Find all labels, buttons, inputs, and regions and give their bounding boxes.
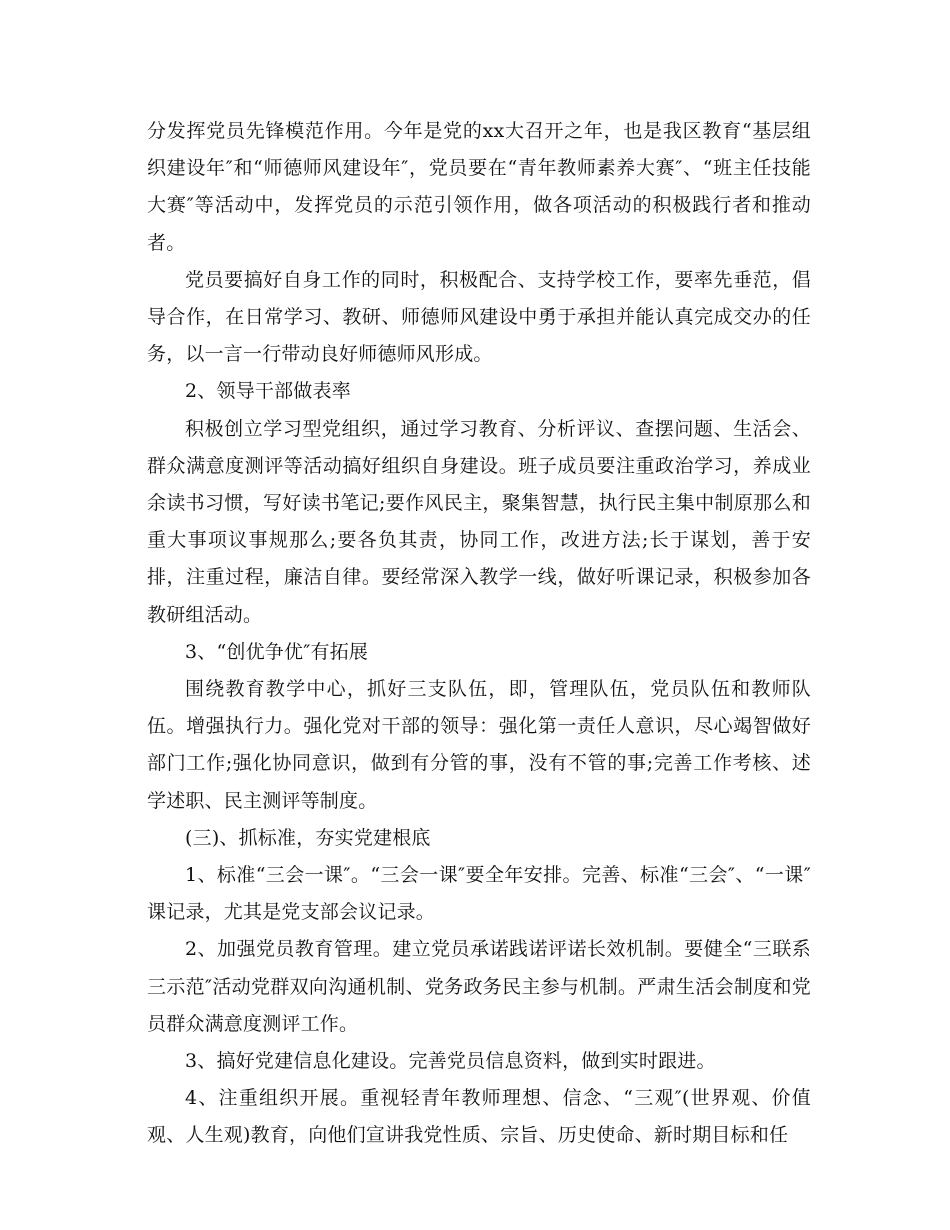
- section-heading-standards: (三)、抓标准，夯实党建根底: [185, 826, 431, 849]
- paragraph-learning-organization: 积极创立学习型党组织，通过学习教育、分析评议、查摆问题、生活会、群众满意度测评等活动搞好组织自身建设。班子成员要注重政治学习，养成业余读书习惯，写好读书笔记;要作风民主，聚集智慧，执行民主集中制原那么和重大事项议事规那么;要各负其责，协同工作，改进方法;长于谋划，善于安排，注重过程，廉洁自律。要经常深入教学一线，做好听课记录，积极参加各教研组活动。: [147, 417, 811, 626]
- paragraph-party-member-duties: 党员要搞好自身工作的同时，积极配合、支持学校工作，要率先垂范，倡导合作，在日常学习、教研、师德师风建设中勇于承担并能认真完成交办的任务，以一言一行带动良好师德师风形成。: [147, 268, 811, 366]
- section-heading-excellence: 3、“创优争优″有拓展: [185, 640, 369, 663]
- document-body: [147, 113, 811, 1155]
- list-item-organization-development: 4、注重组织开展。重视轻青年教师理想、信念、“三观″(世界观、价值观、人生观)教育，向他们宣讲我党性质、宗旨、历史使命、新时期目标和任: [147, 1087, 811, 1147]
- list-item-informatization: 3、搞好党建信息化建设。完善党员信息资料，做到实时跟进。: [185, 1050, 716, 1073]
- list-item-three-meetings: 1、标准“三会一课″。“三会一课″要全年安排。完善、标准“三会″、“一课″课记录，尤其是党支部会议记录。: [147, 864, 811, 924]
- paragraph-three-teams: 围绕教育教学中心，抓好三支队伍，即，管理队伍，党员队伍和教师队伍。增强执行力。强化党对干部的领导：强化第一责任人意识，尽心竭智做好部门工作;强化协同意识，做到有分管的事，没有不管的事;完善工作考核、述学述职、民主测评等制度。: [147, 678, 811, 812]
- list-item-member-management: 2、加强党员教育管理。建立党员承诺践诺评诺长效机制。要健全“三联系三示范″活动党群双向沟通机制、党务政务民主参与机制。严肃生活会制度和党员群众满意度测评工作。: [147, 938, 811, 1035]
- paragraph-continuation: 分发挥党员先锋模范作用。今年是党的xx大召开之年，也是我区教育“基层组织建设年″和“师德师风建设年″，党员要在“青年教师素养大赛″、“班主任技能大赛″等活动中，发挥党员的示范引领作用，做各项活动的积极践行者和推动者。: [147, 120, 811, 254]
- section-heading-leaders: 2、领导干部做表率: [185, 380, 351, 403]
